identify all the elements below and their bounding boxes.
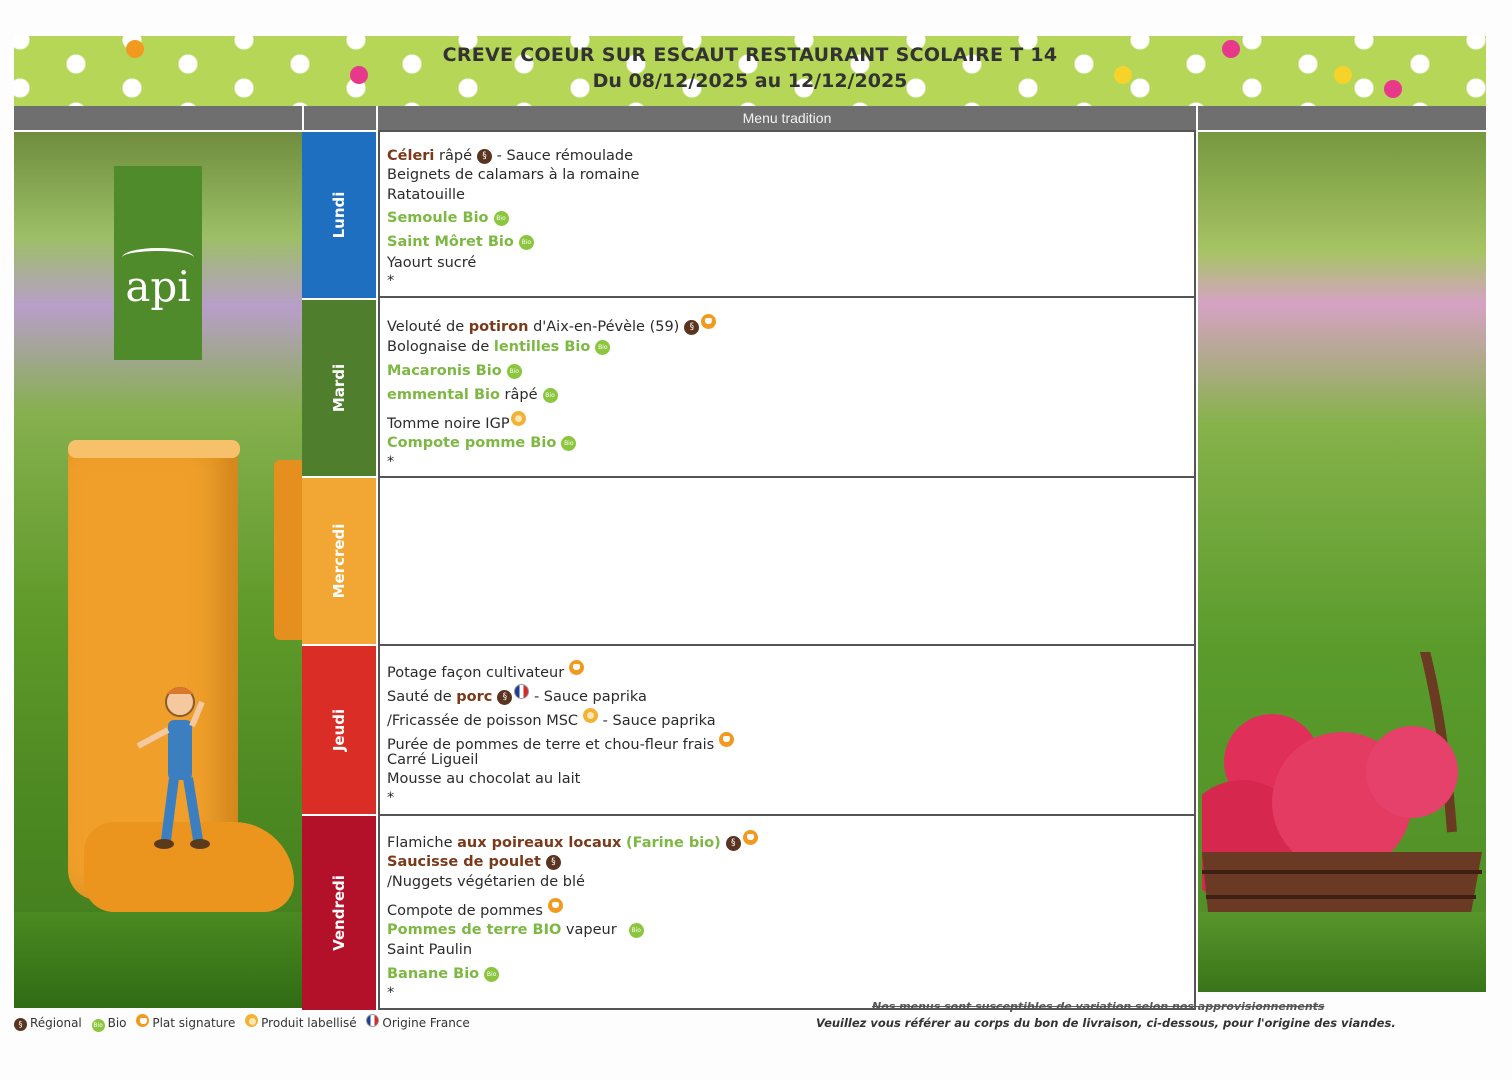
- footer-note-variation: Nos menus sont susceptibles de variation selon nos approvisionnements: [872, 1000, 1325, 1013]
- dish-detail: Bolognaise de: [387, 339, 490, 355]
- day-label: Jeudi: [330, 708, 348, 752]
- dish-name: emmental Bio: [387, 387, 500, 403]
- bio-icon: Bio: [92, 1019, 105, 1032]
- dish-name: Flamiche: [387, 835, 453, 851]
- dish-name: Tomme noire IGP: [387, 416, 510, 432]
- sauce: - Sauce paprika: [602, 713, 716, 729]
- dish-name: porc: [456, 689, 493, 705]
- dish-name: Macaronis Bio: [387, 363, 502, 379]
- day-label: Mardi: [330, 363, 348, 413]
- menu-cell-mardi: [378, 296, 1196, 478]
- menu-cell-jeudi: [378, 644, 1196, 816]
- menu-line: /Nuggets végétarien de blé: [387, 874, 585, 890]
- day-lundi: [302, 132, 376, 298]
- day-jeudi: [302, 646, 376, 814]
- menu-line: Carré Ligueil: [387, 752, 479, 768]
- dish-detail: Velouté de: [387, 319, 465, 335]
- dish-detail: râpé: [504, 387, 538, 403]
- menu-line: [387, 966, 499, 982]
- day-label: Lundi: [330, 191, 348, 239]
- sauce: - Sauce paprika: [533, 689, 647, 705]
- header-strip-days: [304, 106, 376, 130]
- menu-line: [387, 234, 534, 250]
- legend-label: Produit labellisé: [261, 1016, 357, 1030]
- page-title: CREVE COEUR SUR ESCAUT RESTAURANT SCOLAIRE T 14: [442, 44, 1058, 66]
- origine-france-icon: [514, 684, 529, 699]
- menu-line: *: [387, 985, 395, 1001]
- plat-signature-icon: [701, 314, 716, 329]
- plat-signature-icon: [719, 732, 734, 747]
- grass: [1198, 912, 1486, 992]
- header-strip-right: [1198, 106, 1486, 130]
- header-banner: [14, 36, 1486, 106]
- dish-name: Semoule Bio: [387, 210, 489, 226]
- dish-name: Potage façon cultivateur: [387, 665, 565, 681]
- dish-name: Saint Môret Bio: [387, 234, 514, 250]
- menu-line: [387, 684, 647, 705]
- regional-icon: §: [684, 320, 699, 335]
- legend-label: Plat signature: [152, 1016, 236, 1030]
- api-logo: [114, 166, 202, 360]
- menu-line: [387, 314, 716, 335]
- bio-icon: Bio: [629, 923, 644, 938]
- plat-signature-icon: [743, 830, 758, 845]
- menu-line: [387, 854, 561, 870]
- menu-line: [387, 708, 716, 729]
- bio-icon: Bio: [561, 436, 576, 451]
- menu-line: *: [387, 273, 395, 289]
- day-label: Mercredi: [330, 523, 348, 599]
- menu-line: [387, 922, 644, 938]
- dish-detail: Sauté de: [387, 689, 452, 705]
- child-illustration: [132, 680, 222, 860]
- menu-line: [387, 411, 526, 432]
- dish-name: Compote de pommes: [387, 903, 543, 919]
- dish-detail: râpé: [439, 148, 472, 164]
- legend-label: Régional: [30, 1016, 82, 1030]
- regional-icon: §: [477, 149, 492, 164]
- menu-line: [387, 387, 558, 403]
- origine-france-icon: [366, 1014, 379, 1027]
- dish-name: Purée de pommes de terre et chou-fleur frais: [387, 737, 715, 753]
- menu-line: [387, 339, 610, 355]
- grass: [14, 912, 302, 1008]
- dish-name: Saucisse de poulet: [387, 854, 541, 870]
- right-photo-apples: [1198, 132, 1486, 992]
- menu-line: [387, 210, 509, 226]
- menu-line: Beignets de calamars à la romaine: [387, 167, 640, 183]
- legend-item-signature: [136, 1016, 235, 1030]
- legend-label: Bio: [107, 1016, 127, 1030]
- menu-cell-lundi: [378, 130, 1196, 298]
- legend-item-regional: [14, 1016, 82, 1030]
- menu-line: [387, 830, 758, 851]
- menu-line: [387, 732, 734, 753]
- regional-icon: §: [497, 690, 512, 705]
- menu-line: [387, 435, 576, 451]
- menu-line: *: [387, 454, 395, 470]
- dish-detail: aux poireaux locaux: [457, 835, 622, 851]
- plat-signature-icon: [569, 660, 584, 675]
- regional-icon: §: [14, 1018, 27, 1031]
- bio-icon: Bio: [595, 340, 610, 355]
- logo-text: api: [125, 262, 191, 311]
- boot-rim: [68, 440, 240, 458]
- menu-cell-vendredi: [378, 814, 1196, 1010]
- day-vendredi: [302, 816, 376, 1010]
- produit-labellise-icon: [245, 1014, 258, 1027]
- produit-labellise-icon: [511, 411, 526, 426]
- legend-item-france: [366, 1016, 469, 1030]
- dish-name: /Fricassée de poisson MSC: [387, 713, 579, 729]
- day-mercredi: [302, 478, 376, 644]
- bio-icon: Bio: [519, 235, 534, 250]
- menu-line: [387, 660, 584, 681]
- bio-icon: Bio: [494, 211, 509, 226]
- bio-icon: Bio: [507, 364, 522, 379]
- dish-detail: vapeur: [565, 922, 617, 938]
- produit-labellise-icon: [583, 708, 598, 723]
- regional-icon: §: [726, 836, 741, 851]
- legend-item-labellise: [245, 1016, 356, 1030]
- dish-name: Compote pomme Bio: [387, 435, 557, 451]
- legend-label: Origine France: [382, 1016, 470, 1030]
- apple-basket: [1202, 652, 1482, 952]
- sauce: - Sauce rémoulade: [496, 148, 634, 164]
- column-header-menu-tradition: Menu tradition: [742, 110, 832, 126]
- left-photo-boots: [14, 132, 302, 1008]
- bio-icon: Bio: [543, 388, 558, 403]
- menu-cell-mercredi: [378, 476, 1196, 646]
- legend: [14, 1014, 476, 1032]
- menu-line: [387, 148, 633, 164]
- footer-note-origine: Veuillez vous référer au corps du bon de livraison, ci-dessous, pour l'origine des viandes.: [816, 1016, 1396, 1030]
- dish-name: lentilles Bio: [493, 339, 591, 355]
- dish-name: Pommes de terre BIO: [387, 922, 562, 938]
- bio-icon: Bio: [484, 967, 499, 982]
- dish-name: Céleri: [387, 148, 435, 164]
- dish-detail: (Farine bio): [626, 835, 721, 851]
- menu-line: *: [387, 790, 395, 806]
- menu-line: Ratatouille: [387, 187, 465, 203]
- header-strip-left: [14, 106, 302, 130]
- dish-name: Banane Bio: [387, 966, 480, 982]
- plat-signature-icon: [548, 898, 563, 913]
- second-boot: [274, 460, 302, 640]
- menu-line: [387, 363, 522, 379]
- menu-line: Saint Paulin: [387, 942, 473, 958]
- dish-detail: d'Aix-en-Pévèle (59): [533, 319, 680, 335]
- day-mardi: [302, 300, 376, 476]
- plat-signature-icon: [136, 1014, 149, 1027]
- dish-name: potiron: [468, 319, 529, 335]
- date-range: Du 08/12/2025 au 12/12/2025: [592, 70, 908, 92]
- legend-item-bio: [92, 1016, 127, 1030]
- menu-line: Mousse au chocolat au lait: [387, 771, 581, 787]
- menu-line: [387, 898, 563, 919]
- day-label: Vendredi: [330, 875, 348, 951]
- menu-line: Yaourt sucré: [387, 255, 477, 271]
- regional-icon: §: [546, 855, 561, 870]
